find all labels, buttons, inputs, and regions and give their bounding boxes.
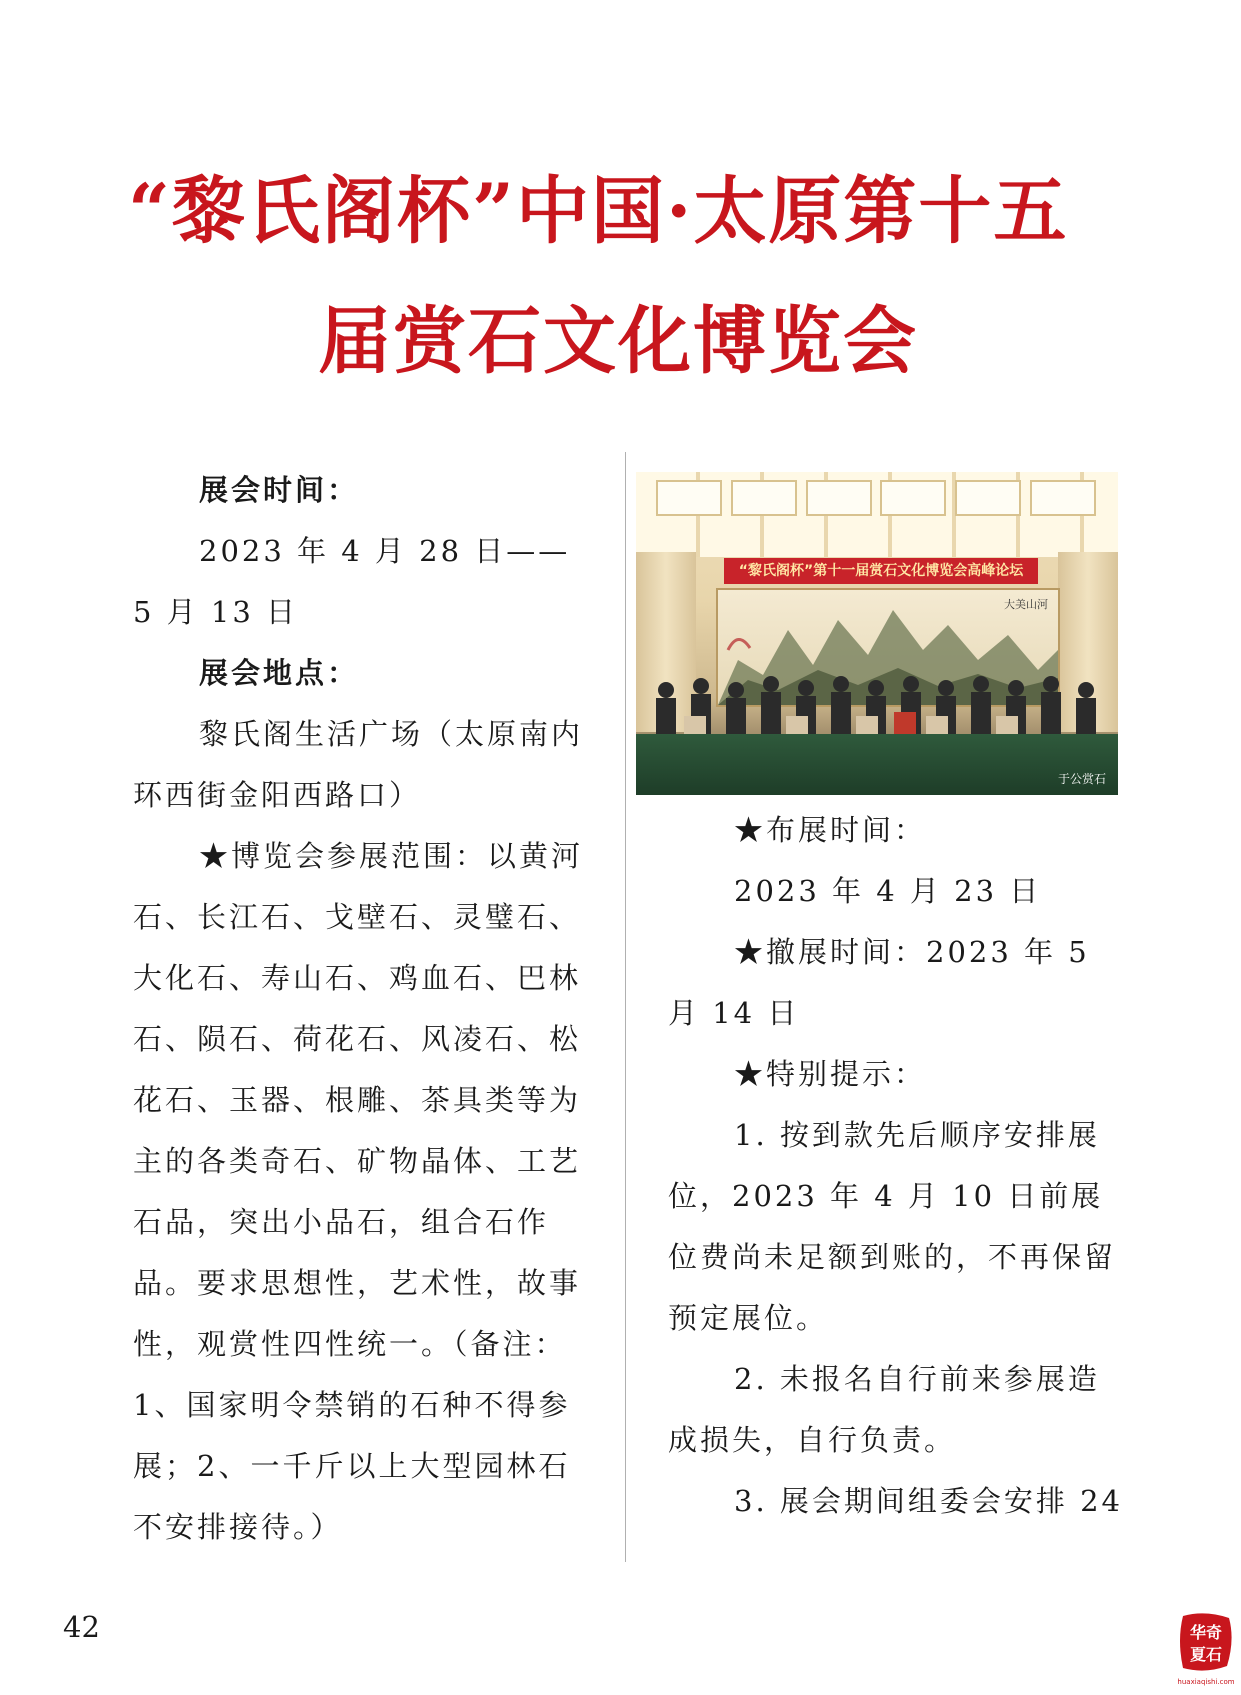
logo-text-top: 华奇 bbox=[1189, 1623, 1223, 1642]
huaxia-qishi-logo-icon bbox=[1175, 1610, 1237, 1690]
ceiling-light bbox=[656, 480, 722, 516]
scope-label: ★博览会参展范围： bbox=[199, 839, 488, 873]
exhibition-time-label: 展会时间： bbox=[199, 473, 360, 507]
notice-item-1: 1. 按到款先后顺序安排展位，2023 年 4 月 10 日前展位费尚未足额到账的，不再保留预定展位。 bbox=[668, 1118, 1117, 1335]
exhibition-venue-value: 黎氏阁生活广场（太原南内环西街金阳西路口） bbox=[133, 717, 584, 812]
notice-item-3: 3. 展会期间组委会安排 24 bbox=[734, 1484, 1124, 1518]
forum-photo bbox=[636, 472, 1118, 795]
time-label-paragraph bbox=[133, 460, 588, 521]
right-column bbox=[668, 800, 1123, 1532]
painting-title: 大美山河 bbox=[1004, 598, 1048, 611]
photo-ceiling-lights bbox=[656, 480, 1096, 520]
page-number: 42 bbox=[63, 1610, 100, 1644]
scope-paragraph bbox=[133, 826, 588, 1558]
photo-red-banner: “黎氏阁杯”第十一届赏石文化博览会高峰论坛 bbox=[724, 558, 1038, 584]
setup-time-label: ★布展时间： bbox=[734, 813, 927, 847]
ceiling-light bbox=[806, 480, 872, 516]
ceiling-light bbox=[1030, 480, 1096, 516]
left-column bbox=[133, 460, 588, 1558]
logo-url: huaxiaqishi.com bbox=[1177, 1678, 1235, 1686]
exhibition-time-value: 2023 年 4 月 28 日——5 月 13 日 bbox=[133, 534, 571, 629]
setup-time-value: 2023 年 4 月 23 日 bbox=[734, 874, 1042, 908]
exhibition-venue-label: 展会地点： bbox=[199, 656, 360, 690]
ceiling-light bbox=[955, 480, 1021, 516]
title-line-1: “黎氏阁杯”中国·太原第十五 bbox=[128, 168, 1069, 254]
scope-text: 以黄河石、长江石、戈壁石、灵璧石、大化石、寿山石、鸡血石、巴林石、陨石、荷花石、风凌石、松花石、玉器、根雕、茶具类等为主的各类奇石、矿物晶体、工艺石品，突出小品石，组合石作品。要求思想性，艺术性，故事性，观赏性四性统一。（备注：1、国家明令禁销的石种不得参展；2、一千斤以上大型园林石不安排接待。） bbox=[133, 839, 584, 1544]
notice-item-2: 2. 未报名自行前来参展造成损失，自行负责。 bbox=[668, 1362, 1100, 1457]
ceiling-light bbox=[731, 480, 797, 516]
title-line-2: 届赏石文化博览会 bbox=[318, 298, 918, 384]
teardown-time: ★撤展时间：2023 年 5 月 14 日 bbox=[668, 935, 1090, 1030]
photo-green-table bbox=[636, 734, 1118, 795]
logo-text-bottom: 夏石 bbox=[1189, 1645, 1223, 1664]
column-divider bbox=[625, 452, 626, 1562]
ceiling-light bbox=[880, 480, 946, 516]
venue-label-paragraph bbox=[133, 643, 588, 704]
photo-watermark: 于公赏石 bbox=[1057, 772, 1106, 786]
notice-label: ★特别提示： bbox=[734, 1057, 927, 1091]
